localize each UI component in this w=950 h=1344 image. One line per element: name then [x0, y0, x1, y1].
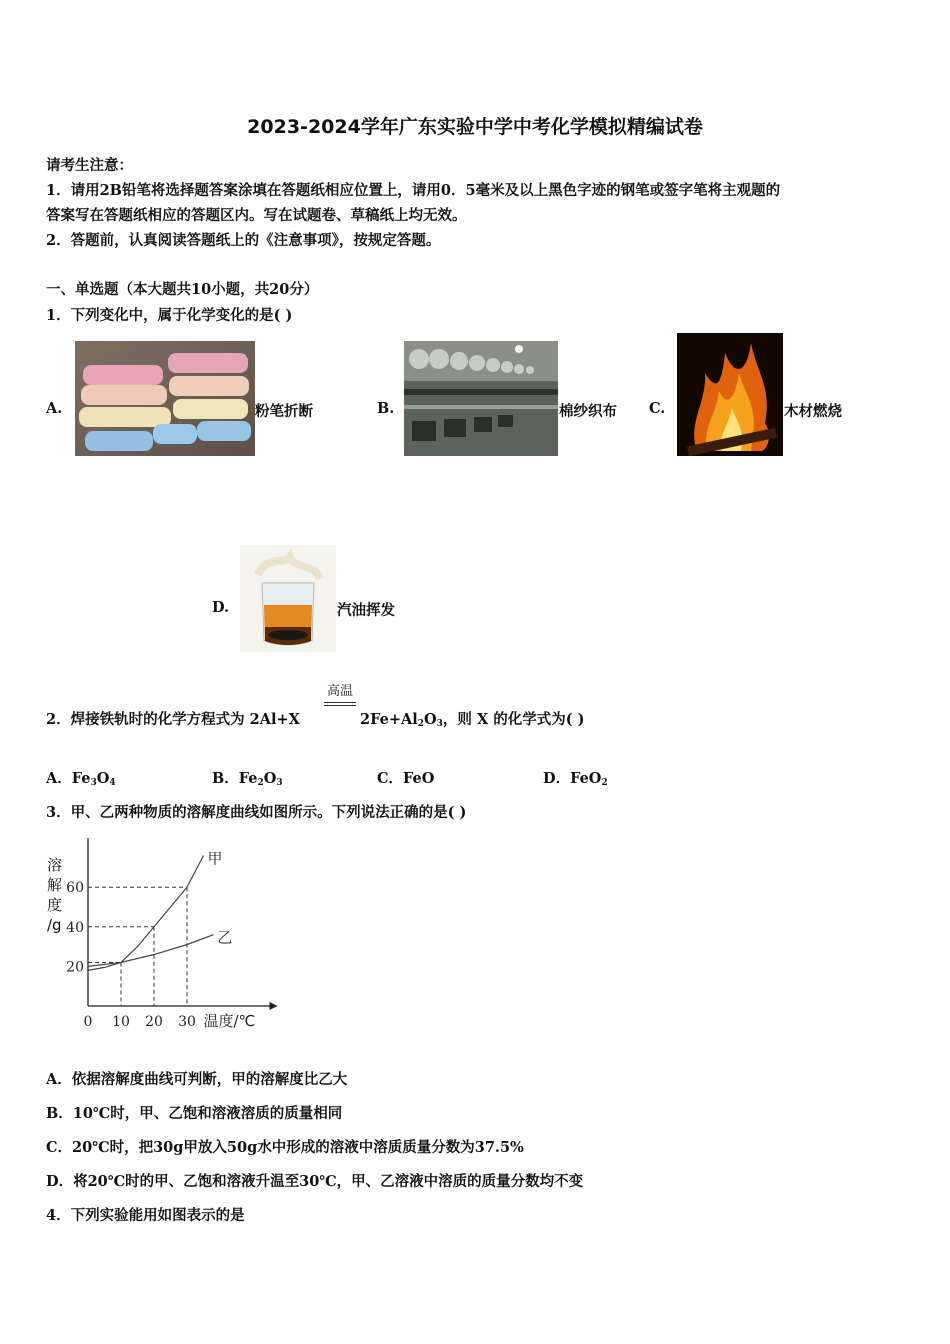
beaker-gasoline-photo — [240, 545, 336, 652]
notice-heading: 请考生注意： — [46, 157, 133, 174]
y-axis-label: 溶 解 度 /g — [47, 856, 63, 934]
q3-option-b: B．10℃时，甲、乙饱和溶液溶质的质量相同 — [46, 1105, 343, 1122]
x-tick-label-1: 10 — [112, 1014, 130, 1030]
y-tick-label-1: 40 — [66, 919, 84, 936]
textile-factory-photo — [404, 341, 558, 456]
q2-option-a: A．$Fe_3O_4$ — [46, 770, 116, 788]
x-axis-label: 温度/℃ — [203, 1012, 256, 1030]
q2-stem-suffix: $2Fe+Al_2O_3$，则 X 的化学式为( ) — [360, 711, 585, 729]
q3-option-d: D．将20℃时的甲、乙饱和溶液升温至30℃，甲、乙溶液中溶质的质量分数均不变 — [46, 1173, 584, 1190]
q2-stem-prefix: 2．焊接铁轨时的化学方程式为 2Al+X — [46, 711, 300, 728]
q1-option-d-text: 汽油挥发 — [337, 602, 395, 619]
solubility-chart — [40, 838, 280, 1038]
q1-option-d-letter: D. — [212, 599, 230, 616]
q1-option-c-letter: C. — [649, 400, 666, 417]
chalk-photo — [75, 341, 255, 456]
q1-option-a-text: 粉笔折断 — [255, 403, 313, 420]
notice-line-3: 2．答题前，认真阅读答题纸上的《注意事项》，按规定答题。 — [46, 232, 441, 249]
q3-stem: 3．甲、乙两种物质的溶解度曲线如图所示。下列说法正确的是( ) — [46, 804, 467, 821]
q1-stem: 1．下列变化中，属于化学变化的是( ) — [46, 307, 293, 324]
x-axis-arrow — [270, 1002, 278, 1010]
x-tick-label-0: 0 — [83, 1014, 93, 1030]
page-title: 2023-2024学年广东实验中学中考化学模拟精编试卷 — [247, 116, 703, 138]
q4-stem: 4．下列实验能用如图表示的是 — [46, 1207, 245, 1224]
q2-option-b: B．$Fe_2O_3$ — [212, 770, 283, 788]
wood-fire-photo — [677, 333, 783, 456]
series-label-1: 乙 — [217, 928, 233, 947]
series-label-0: 甲 — [207, 849, 223, 868]
q2-equals-sign — [324, 702, 356, 706]
notice-line-1: 1．请用2B铅笔将选择题答案涂填在答题纸相应位置上，请用0．5毫米及以上黑色字迹的钢笔或签字笔将主观题的 — [46, 182, 781, 199]
q1-option-c-text: 木材燃烧 — [784, 403, 842, 420]
section-heading: 一、单选题（本大题共10小题，共20分） — [46, 281, 319, 298]
q2-option-d: D．FeO$_2$ — [543, 770, 608, 788]
q3-option-a: A．依据溶解度曲线可判断，甲的溶解度比乙大 — [46, 1071, 348, 1088]
q2-option-c: C．FeO — [377, 770, 435, 787]
notice-line-2: 答案写在答题纸相应的答题区内。写在试题卷、草稿纸上均无效。 — [46, 207, 467, 224]
x-tick-label-2: 20 — [145, 1014, 163, 1030]
series-line-1 — [88, 935, 213, 967]
q1-option-a-letter: A. — [46, 400, 63, 417]
series-line-0 — [88, 856, 204, 971]
y-tick-label-2: 60 — [66, 880, 84, 897]
q3-option-c: C．20℃时，把30g甲放入50g水中形成的溶液中溶质质量分数为37.5% — [46, 1139, 524, 1156]
q1-option-b-text: 棉纱织布 — [559, 403, 617, 420]
x-tick-label-3: 30 — [178, 1014, 196, 1030]
q1-option-b-letter: B. — [377, 400, 395, 417]
y-tick-label-0: 20 — [66, 959, 84, 976]
q2-reaction-condition: 高温 — [326, 684, 353, 699]
